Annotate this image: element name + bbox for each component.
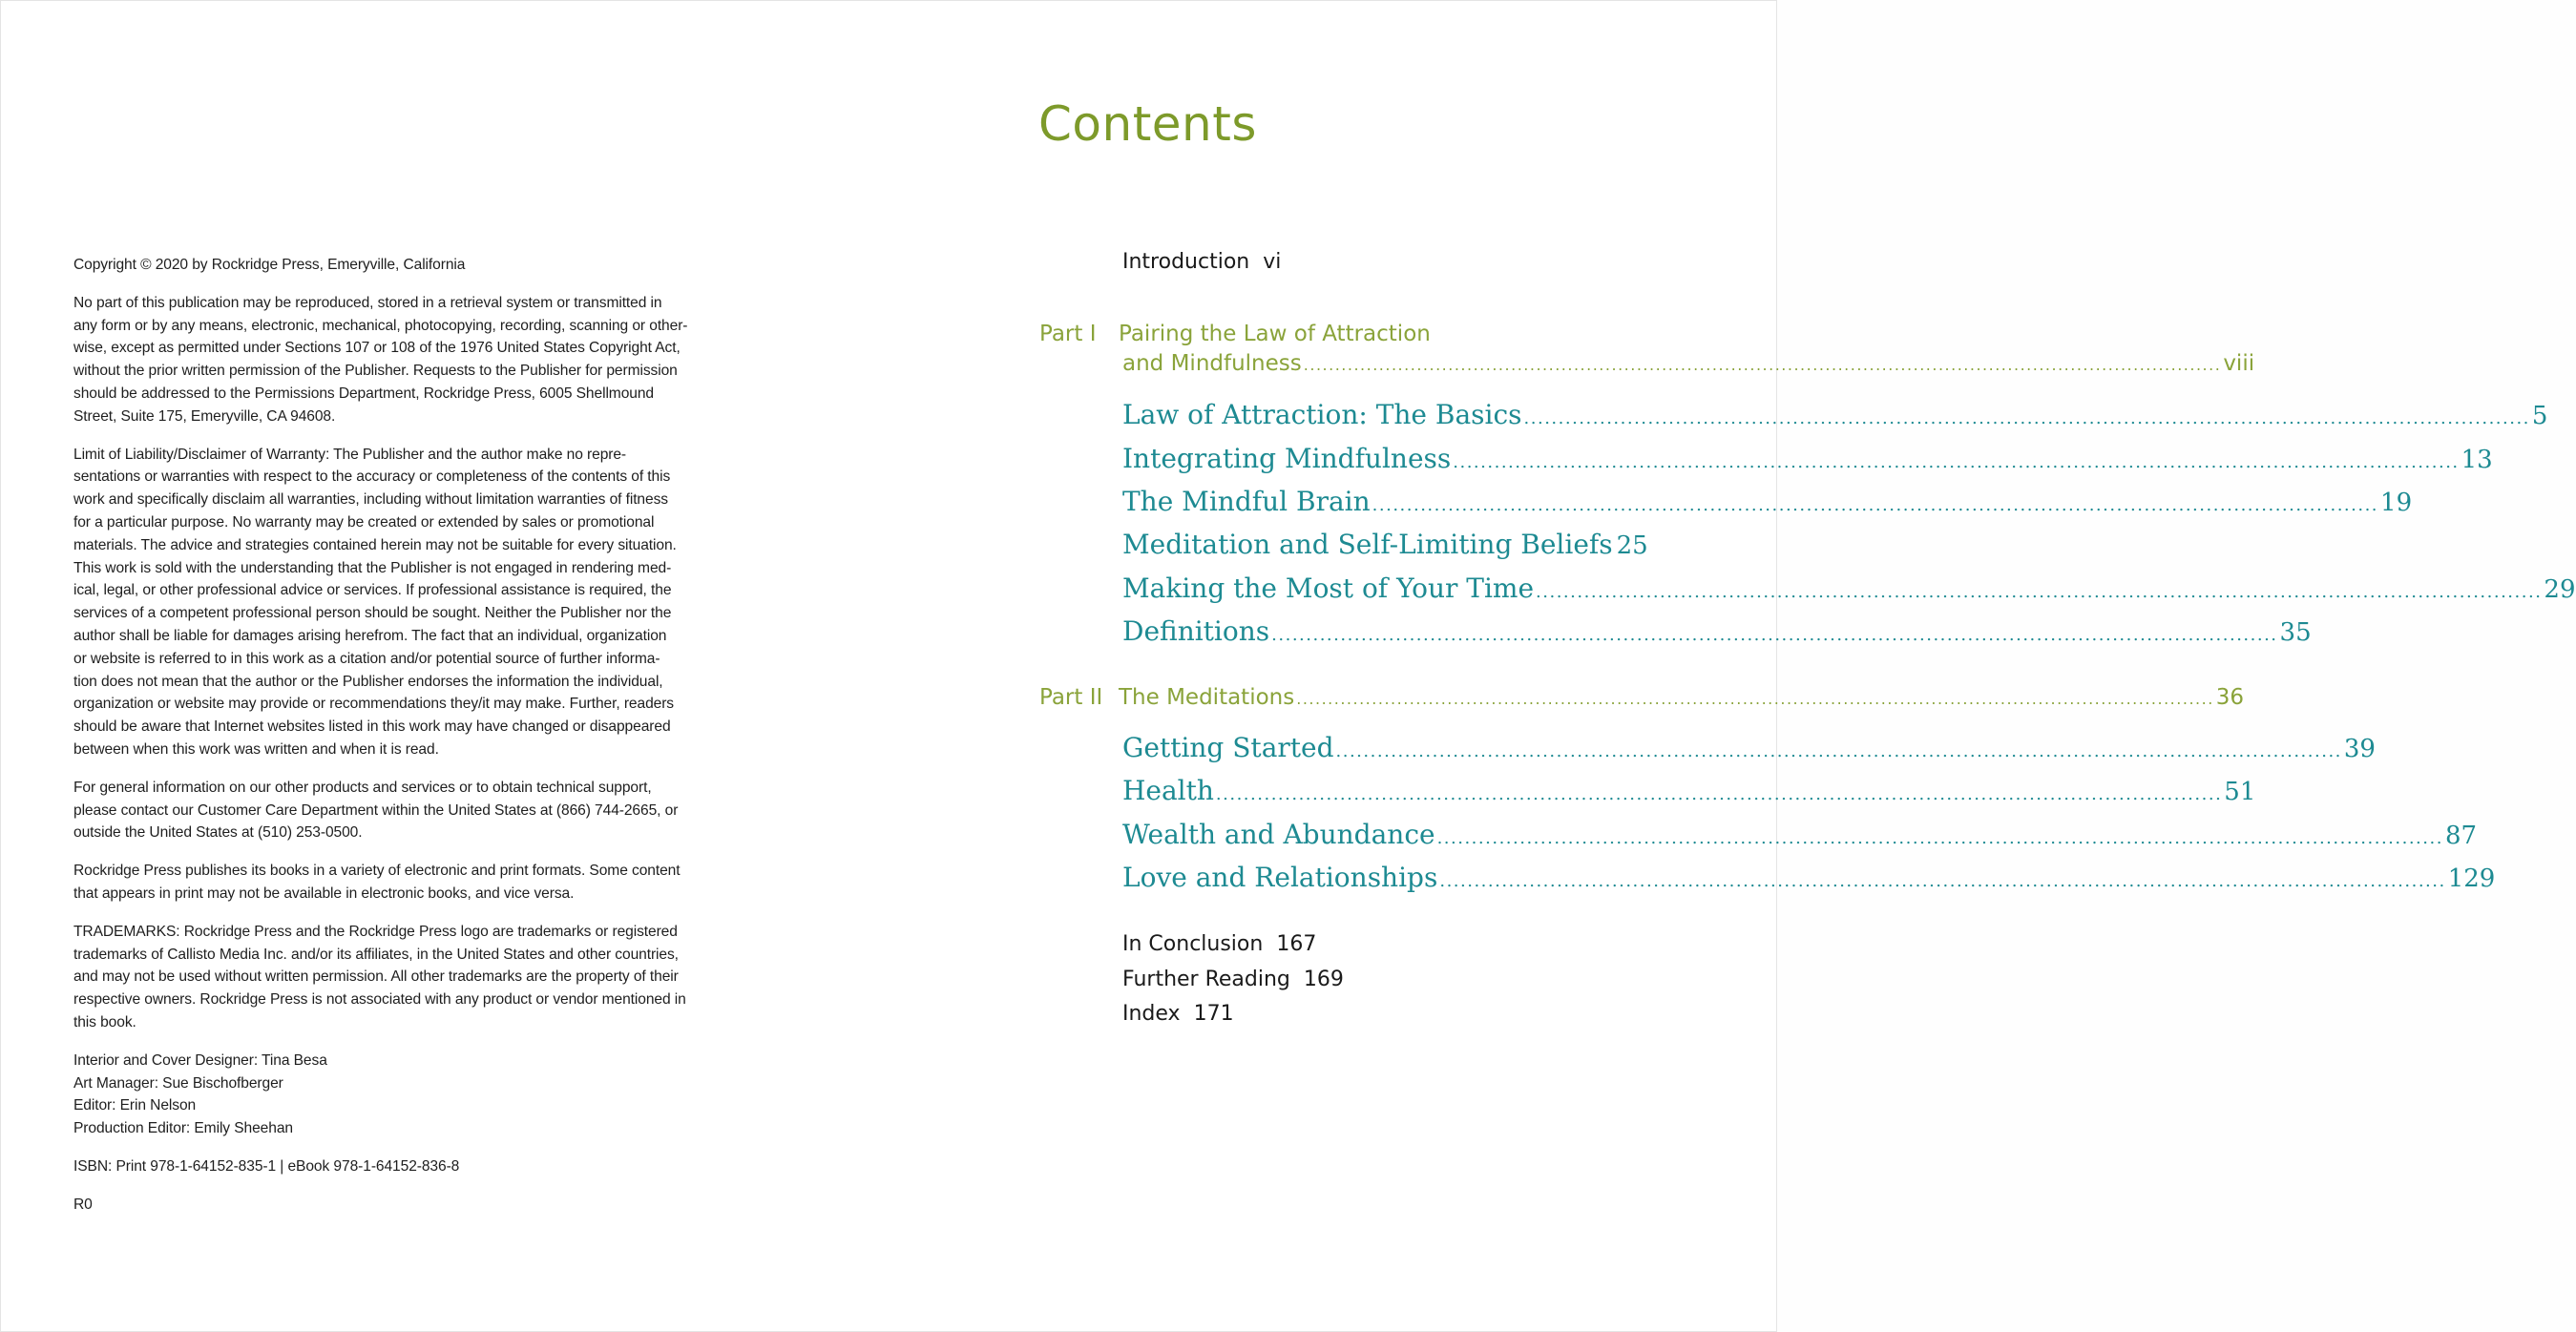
part2-title: The Meditations bbox=[1119, 685, 1295, 710]
toc-page: 167 bbox=[1276, 932, 1317, 956]
text-line: this book. bbox=[73, 1013, 136, 1030]
toc-page: 87 bbox=[2444, 822, 2478, 850]
part1-title-line2: and Mindfulness bbox=[1122, 351, 1302, 376]
dot-leader bbox=[1439, 871, 2445, 891]
chapter-title: Definitions bbox=[1122, 615, 1270, 647]
part1-label: Part I bbox=[1039, 322, 1097, 346]
text-line: outside the United States at (510) 253-0500. bbox=[73, 824, 363, 842]
copyright-notice bbox=[73, 254, 742, 277]
chapter-title: Health bbox=[1122, 775, 1214, 806]
text-line: between when this work was written and when it is read. bbox=[73, 740, 439, 758]
part2-label: Part II bbox=[1039, 685, 1103, 710]
text-line: This work is sold with the understanding that the Publisher is not engaged in rendering med- bbox=[73, 559, 672, 576]
text-line: ical, legal, or other professional advice or services. If professional assistance is required, the bbox=[73, 582, 672, 599]
text-line: Limit of Liability/Disclaimer of Warranty: The Publisher and the author make no repre- bbox=[73, 446, 627, 463]
chapter-title: Wealth and Abundance bbox=[1122, 819, 1435, 850]
text-line: TRADEMARKS: Rockridge Press and the Rockridge Press logo are trademarks or registered bbox=[73, 923, 678, 940]
text-line: should be aware that Internet websites listed in this work may have changed or disappeared bbox=[73, 718, 671, 736]
printing-code bbox=[73, 1194, 742, 1217]
toc-chapter[interactable] bbox=[1122, 443, 2493, 474]
formats-paragraph bbox=[73, 860, 742, 905]
toc-index[interactable] bbox=[1122, 1002, 1234, 1026]
toc-page: viii bbox=[2223, 351, 2255, 376]
text-line: tion does not mean that the author or the Publisher endorses the information the individual, bbox=[73, 673, 663, 690]
toc-conclusion[interactable] bbox=[1122, 932, 1316, 956]
dot-leader bbox=[1536, 582, 2542, 602]
copyright-page bbox=[73, 254, 742, 1231]
toc-chapter[interactable] bbox=[1122, 399, 2548, 430]
toc-part1[interactable] bbox=[1122, 351, 2255, 376]
toc-part2[interactable] bbox=[1119, 685, 2245, 710]
dot-leader bbox=[1336, 741, 2342, 761]
toc-page: 13 bbox=[2461, 446, 2493, 474]
contents-title: Contents bbox=[1038, 96, 1257, 152]
rights-paragraph bbox=[73, 292, 742, 428]
dot-leader bbox=[1524, 408, 2530, 428]
toc-chapter[interactable] bbox=[1122, 486, 2413, 517]
text-line: and may not be used without written permission. All other trademarks are the property of their bbox=[73, 968, 679, 986]
text-line: organization or website may provide or recommendations they/it may make. Further, readers bbox=[73, 696, 674, 713]
toc-label: Introduction bbox=[1122, 250, 1250, 274]
text-line: For general information on our other products and services or to obtain technical support, bbox=[73, 779, 652, 796]
text-line: sentations or warranties with respect to the accuracy or completeness of the contents of this bbox=[73, 468, 671, 486]
toc-page: 5 bbox=[2531, 402, 2548, 430]
toc-chapter[interactable] bbox=[1122, 819, 2478, 850]
toc-page: 51 bbox=[2224, 778, 2256, 806]
chapter-title: Integrating Mindfulness bbox=[1122, 443, 1452, 474]
text-line: or website is referred to in this work as a citation and/or potential source of further informa- bbox=[73, 650, 660, 667]
toc-page: 29 bbox=[2544, 575, 2576, 604]
toc-further-reading[interactable] bbox=[1122, 968, 1344, 991]
credit-line: Interior and Cover Designer: Tina Besa bbox=[73, 1051, 327, 1069]
text-line: should be addressed to the Permissions Department, Rockridge Press, 6005 Shellmound bbox=[73, 385, 654, 402]
credit-line: Editor: Erin Nelson bbox=[73, 1097, 197, 1114]
text-line: any form or by any means, electronic, mechanical, photocopying, recording, scanning or other- bbox=[73, 317, 688, 334]
code-line: R0 bbox=[73, 1196, 93, 1213]
toc-page: 39 bbox=[2343, 735, 2376, 763]
text-line: Rockridge Press publishes its books in a variety of electronic and print formats. Some content bbox=[73, 863, 681, 880]
text-line: work and specifically disclaim all warranties, including without limitation warranties of fitness bbox=[73, 491, 668, 509]
chapter-title: Law of Attraction: The Basics bbox=[1122, 399, 1522, 430]
toc-page: 36 bbox=[2215, 685, 2245, 710]
toc-chapter[interactable] bbox=[1122, 862, 2496, 893]
chapter-title: Getting Started bbox=[1122, 732, 1334, 763]
copyright-line: Copyright © 2020 by Rockridge Press, Emeryville, California bbox=[73, 257, 466, 273]
text-line: No part of this publication may be reproduced, stored in a retrieval system or transmitted in bbox=[73, 294, 662, 311]
toc-page: 25 bbox=[1616, 531, 1648, 560]
dot-leader bbox=[1296, 690, 2214, 708]
dot-leader bbox=[1304, 356, 2222, 374]
toc-page: 129 bbox=[2447, 864, 2496, 893]
text-line: materials. The advice and strategies contained herein may not be suitable for every situation. bbox=[73, 536, 677, 553]
text-line: author shall be liable for damages arising herefrom. The fact that an individual, organization bbox=[73, 627, 667, 644]
text-line: that appears in print may not be available in electronic books, and vice versa. bbox=[73, 885, 575, 902]
isbn-line: ISBN: Print 978-1-64152-835-1 | eBook 978-1-64152-836-8 bbox=[73, 1157, 460, 1175]
toc-label: Index bbox=[1122, 1002, 1181, 1026]
toc-chapter[interactable] bbox=[1122, 732, 2376, 763]
dot-leader bbox=[1437, 828, 2443, 848]
text-line: without the prior written permission of the Publisher. Requests to the Publisher for permission bbox=[73, 363, 678, 380]
toc-introduction[interactable] bbox=[1122, 250, 1281, 274]
toc-chapter[interactable] bbox=[1122, 615, 2312, 647]
text-line: wise, except as permitted under Sections 107 or 108 of the 1976 United States Copyright Act, bbox=[73, 340, 681, 357]
text-line: for a particular purpose. No warranty may be created or extended by sales or promotional bbox=[73, 513, 655, 531]
chapter-title: The Mindful Brain bbox=[1122, 486, 1371, 517]
isbn-paragraph bbox=[73, 1155, 742, 1178]
toc-label: Further Reading bbox=[1122, 968, 1290, 991]
text-line: trademarks of Callisto Media Inc. and/or its affiliates, in the United States and other countries, bbox=[73, 946, 679, 963]
toc-chapter[interactable] bbox=[1122, 529, 1648, 560]
text-line: respective owners. Rockridge Press is not associated with any product or vendor mentioned in bbox=[73, 991, 686, 1009]
chapter-title: Love and Relationships bbox=[1122, 862, 1438, 893]
toc-chapter[interactable] bbox=[1122, 775, 2256, 806]
text-line: Street, Suite 175, Emeryville, CA 94608. bbox=[73, 407, 336, 425]
chapter-title: Making the Most of Your Time bbox=[1122, 572, 1535, 604]
toc-page: 169 bbox=[1303, 968, 1344, 991]
toc-page: 19 bbox=[2380, 489, 2413, 517]
credit-line: Art Manager: Sue Bischofberger bbox=[73, 1074, 283, 1092]
toc-label: In Conclusion bbox=[1122, 932, 1264, 956]
liability-paragraph bbox=[73, 444, 742, 761]
credit-line: Production Editor: Emily Sheehan bbox=[73, 1120, 293, 1137]
text-line: please contact our Customer Care Department within the United States at (866) 744-2665, or bbox=[73, 801, 679, 819]
dot-leader bbox=[1372, 495, 2378, 515]
toc-page: 35 bbox=[2279, 618, 2312, 647]
text-line: services of a competent professional person should be sought. Neither the Publisher nor the bbox=[73, 605, 672, 622]
info-paragraph bbox=[73, 777, 742, 844]
toc-chapter[interactable] bbox=[1122, 572, 2576, 604]
credits-paragraph bbox=[73, 1050, 742, 1140]
dot-leader bbox=[1216, 784, 2222, 804]
chapter-title: Meditation and Self-Limiting Beliefs bbox=[1122, 529, 1613, 560]
toc-page: vi bbox=[1263, 250, 1282, 274]
dot-leader bbox=[1453, 452, 2459, 472]
toc-page: 171 bbox=[1193, 1002, 1234, 1026]
dot-leader bbox=[1271, 625, 2277, 645]
part1-title-line1[interactable]: Pairing the Law of Attraction bbox=[1119, 322, 1431, 346]
trademark-paragraph bbox=[73, 921, 742, 1034]
